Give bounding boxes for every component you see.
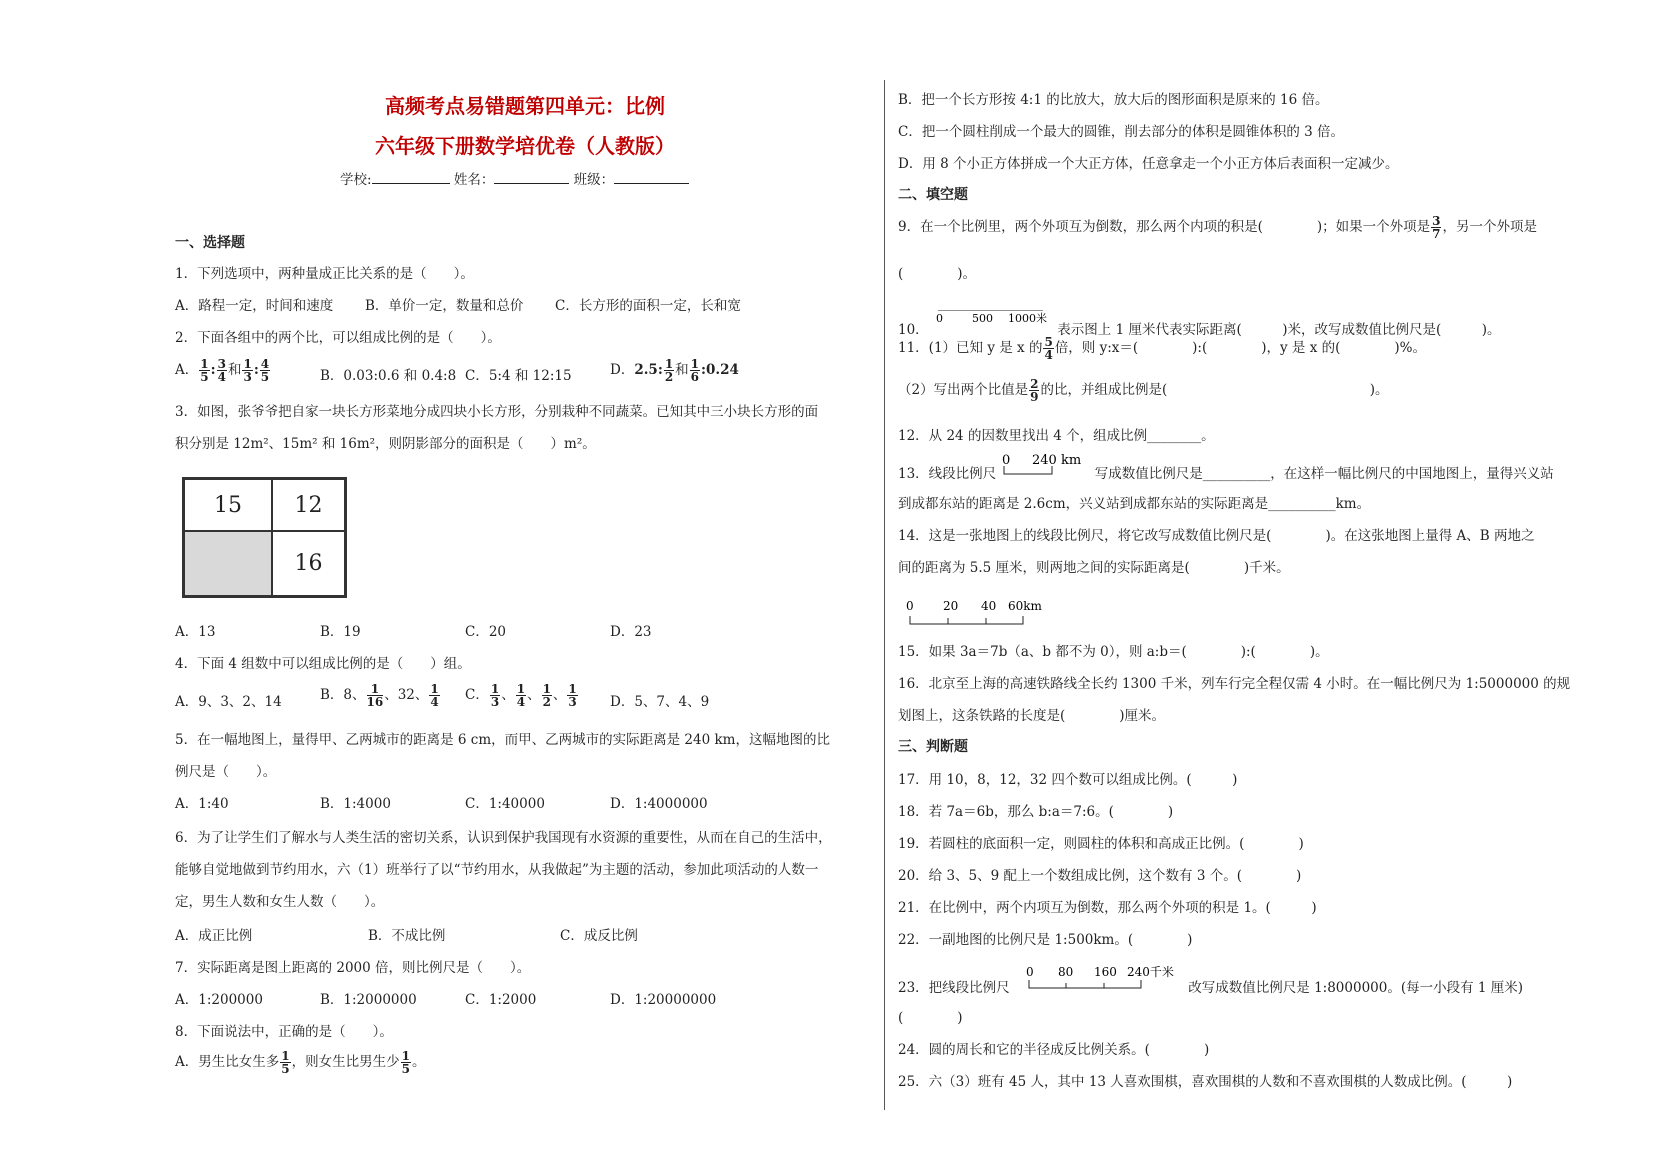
svg-text:60km: 60km [1008, 599, 1042, 613]
q6-option-b[interactable]: B．不成比例 [368, 928, 446, 944]
q6-option-c[interactable]: C．成反比例 [560, 928, 638, 944]
q23-scale-bar [1014, 964, 1184, 998]
q3-option-a[interactable]: A．13 [175, 624, 216, 640]
class-label: 班级： [573, 172, 615, 188]
q4-option-c[interactable]: C． $\frac{1}{3}$ 、 $\frac{1}{4}$ 、 $\frac{1}{2}$ 、 $\frac{1}{3}$ [465, 682, 577, 709]
field-cell: 15 [184, 479, 272, 531]
q13-line2: 到成都东站的距离是 2.6cm，兴义站到成都东站的实际距离是__________km。 [898, 496, 1371, 512]
q22-line: 22．一副地图的比例尺是 1:500km。( ) [898, 932, 1193, 948]
q7-option-d[interactable]: D．1:20000000 [610, 992, 717, 1008]
q4-option-a[interactable]: A．9、3、2、14 [175, 694, 282, 710]
svg-text:240 km: 240 km [1032, 453, 1082, 468]
q2-option-a[interactable]: A． $\frac{1}{5}$ : $\frac{3}{4}$ 和 $\frac{1}{3}$ : $\frac{4}{5}$ [175, 357, 270, 384]
q2-option-c[interactable]: C．5:4 和 12:15 [465, 368, 572, 384]
q3-option-d[interactable]: D．23 [610, 624, 652, 640]
svg-text:160: 160 [1093, 965, 1117, 979]
fraction: $\frac{2}{9}$ [1030, 377, 1039, 404]
svg-text:500: 500 [971, 312, 993, 325]
q3-stem-line1: 3．如图，张爷爷把自家一块长方形菜地分成四块小长方形，分别栽种不同蔬菜。已知其中三小块长方形的面 [175, 404, 819, 420]
svg-text:0: 0 [935, 312, 943, 325]
q23-line1: 23．把线段比例尺 0 80 160 240千米 改写成数值比例尺是 1:8000000。(每一小段有 1 厘米) [898, 965, 1524, 996]
q2-option-b[interactable]: B．0.03:0.6 和 0.4:8 [320, 368, 457, 384]
fraction: $\frac{3}{4}$ [217, 357, 226, 384]
q11-line1: 11．(1）已知 y 是 x 的 $\frac{5}{4}$ 倍，则 y:x＝( ):( )，y 是 x 的( )%。 [898, 335, 1426, 362]
fraction: $\frac{3}{7}$ [1432, 214, 1441, 241]
fraction: $\frac{1}{2}$ [664, 357, 674, 384]
q4-option-d[interactable]: D．5、7、4、9 [610, 694, 710, 710]
class-blank[interactable] [614, 169, 689, 184]
q6-stem-line1: 6．为了让学生们了解水与人类生活的密切关系，认识到保护我国现有水资源的重要性，从而在自己的生活中， [175, 830, 832, 846]
q1-option-a[interactable]: A．路程一定，时间和速度 [175, 298, 334, 314]
q17-line: 17．用 10，8，12，32 四个数可以组成比例。( ) [898, 772, 1238, 788]
section-judge: 三、判断题 [898, 739, 968, 755]
svg-text:40: 40 [981, 599, 997, 613]
q5-option-b[interactable]: B．1:4000 [320, 796, 391, 812]
q20-line: 20．给 3、5、9 配上一个数组成比例，这个数有 3 个。( ) [898, 868, 1302, 884]
q15-line: 15．如果 3a＝7b（a、b 都不为 0），则 a:b＝( ):( )。 [898, 644, 1329, 660]
title-grade: 六年级下册数学培优卷（人教版） [375, 134, 675, 158]
section-choice: 一、选择题 [175, 235, 245, 251]
q23-line2: ( ) [898, 1010, 963, 1026]
q3-stem-line2: 积分别是 12m²、15m² 和 16m²，则阴影部分的面积是（ ）m²。 [175, 436, 596, 452]
q7-option-c[interactable]: C．1:2000 [465, 992, 537, 1008]
fraction: $\frac{1}{4}$ [430, 682, 439, 709]
fraction: $\frac{1}{3}$ [243, 357, 252, 384]
fraction: $\frac{1}{6}$ [690, 357, 700, 384]
q8-option-d[interactable]: D．用 8 个小正方体拼成一个大正方体，任意拿走一个小正方体后表面积一定减少。 [898, 156, 1399, 172]
svg-text:1000米: 1000米 [1007, 312, 1047, 325]
svg-text:0: 0 [1025, 965, 1034, 979]
q25-line: 25．六（3）班有 45 人，其中 13 人喜欢围棋，喜欢围棋的人数和不喜欢围棋的人数成比例。( ) [898, 1074, 1513, 1090]
school-blank[interactable] [372, 169, 450, 184]
q12-line: 12．从 24 的因数里找出 4 个，组成比例________。 [898, 428, 1215, 444]
q8-option-b[interactable]: B．把一个长方形按 4:1 的比放大，放大后的图形面积是原来的 16 倍。 [898, 92, 1329, 108]
svg-text:240千米: 240千米 [1126, 965, 1174, 979]
fraction: $\frac{1}{2}$ [542, 682, 551, 709]
fraction: $\frac{5}{4}$ [1044, 335, 1053, 362]
q2-a-prefix: A． [175, 362, 199, 378]
fraction: $\frac{1}{5}$ [401, 1049, 410, 1076]
svg-text:0: 0 [906, 599, 914, 613]
svg-text:20: 20 [943, 599, 959, 613]
q18-line: 18．若 7a＝6b，那么 b:a＝7:6。( ) [898, 804, 1174, 820]
name-blank[interactable] [494, 169, 569, 184]
q7-stem: 7．实际距离是图上距离的 2000 倍，则比例尺是（ ）。 [175, 960, 531, 976]
q9-line2: ( )。 [898, 266, 977, 282]
q16-line1: 16．北京至上海的高速铁路线全长约 1300 千米，列车行完全程仅需 4 小时。在一幅比例尺为 1:5000000 的规 [898, 676, 1571, 692]
q6-stem-line3: 定，男生人数和女生人数（ ）。 [175, 894, 385, 910]
title-unit: 高频考点易错题第四单元：比例 [385, 94, 665, 118]
q4-option-b[interactable]: B．8、 $\frac{1}{16}$ 、32、 $\frac{1}{4}$ [320, 682, 439, 709]
student-info-line [340, 168, 689, 188]
q2-option-d[interactable]: D．2.5: $\frac{1}{2}$ 和 $\frac{1}{6}$ :0.24 [610, 357, 739, 384]
q8-stem: 8．下面说法中，正确的是（ ）。 [175, 1024, 393, 1040]
field-cell: 12 [272, 479, 345, 531]
fraction: $\frac{1}{4}$ [516, 682, 526, 709]
q3-field-diagram [182, 477, 347, 598]
svg-text:0: 0 [1002, 453, 1011, 468]
field-cell: 16 [272, 531, 345, 596]
column-divider [884, 80, 885, 1110]
q4-stem: 4．下面 4 组数中可以组成比例的是（ ）组。 [175, 656, 471, 672]
q5-option-a[interactable]: A．1:40 [175, 796, 229, 812]
q7-option-b[interactable]: B．1:2000000 [320, 992, 417, 1008]
q24-line: 24．圆的周长和它的半径成反比例关系。( ) [898, 1042, 1210, 1058]
q13-scale-bar [1000, 452, 1090, 482]
svg-text:80: 80 [1057, 965, 1074, 979]
school-label: 学校: [340, 172, 372, 188]
q11-line2: （2）写出两个比值是 $\frac{2}{9}$ 的比，并组成比例是( )。 [898, 377, 1389, 404]
q3-option-c[interactable]: C．20 [465, 624, 507, 640]
q14-line2: 间的距离为 5.5 厘米，则两地之间的实际距离是( )千米。 [898, 560, 1290, 576]
q5-option-d[interactable]: D．1:4000000 [610, 796, 708, 812]
q5-option-c[interactable]: C．1:40000 [465, 796, 545, 812]
q14-scale-bar [903, 596, 1053, 630]
fraction: $\frac{1}{5}$ [281, 1049, 290, 1076]
q2-stem: 2．下面各组中的两个比，可以组成比例的是（ ）。 [175, 330, 501, 346]
q8-option-a[interactable]: A．男生比女生多 $\frac{1}{5}$ ，则女生比男生少 $\frac{1}{5}$ 。 [175, 1049, 426, 1076]
fraction: $\frac{4}{5}$ [260, 357, 270, 384]
q3-option-b[interactable]: B．19 [320, 624, 361, 640]
name-label: 姓名： [453, 172, 495, 188]
fraction: $\frac{1}{16}$ [366, 682, 384, 709]
q14-line1: 14．这是一张地图上的线段比例尺，将它改写成数值比例尺是( )。在这张地图上量得 A、B 两地之 [898, 528, 1535, 544]
q8-option-c[interactable]: C．把一个圆柱削成一个最大的圆锥，削去部分的体积是圆锥体积的 3 倍。 [898, 124, 1345, 140]
q19-line: 19．若圆柱的底面积一定，则圆柱的体积和高成正比例。( ) [898, 836, 1304, 852]
q9-line1: 9．在一个比例里，两个外项互为倒数，那么两个内项的积是( )；如果一个外项是 $\frac{3}{7}$ ，另一个外项是 [898, 214, 1537, 241]
q21-line: 21．在比例中，两个内项互为倒数，那么两个外项的积是 1。( ) [898, 900, 1317, 916]
fraction: $\frac{1}{5}$ [200, 357, 209, 384]
q1-option-c[interactable]: C．长方形的面积一定，长和宽 [555, 298, 741, 314]
field-cell-shaded [184, 531, 272, 596]
q7-option-a[interactable]: A．1:200000 [175, 992, 263, 1008]
q6-stem-line2: 能够自觉地做到节约用水，六（1）班举行了以“节约用水，从我做起”为主题的活动，参加此项活动的人数一 [175, 862, 819, 878]
q10-line: 10． 0 500 1000米 表示图上 1 厘米代表实际距离( )米，改写成数值比例尺是( )。 [898, 312, 1501, 338]
q5-stem-line1: 5．在一幅地图上，量得甲、乙两城市的距离是 6 cm，而甲、乙两城市的实际距离是 240 km，这幅地图的比 [175, 732, 830, 748]
q16-line2: 划图上，这条铁路的长度是( )厘米。 [898, 708, 1166, 724]
fraction: $\frac{1}{3}$ [568, 682, 577, 709]
q1-stem: 1．下列选项中，两种量成正比关系的是（ ）。 [175, 266, 474, 282]
q13-line1: 13．线段比例尺 0 240 km 写成数值比例尺是__________，在这样一幅比例尺的中国地图上，量得兴义站 [898, 453, 1554, 482]
q5-stem-line2: 例尺是（ ）。 [175, 764, 277, 780]
section-fill: 二、填空题 [898, 187, 968, 203]
fraction: $\frac{1}{3}$ [490, 682, 500, 709]
q6-option-a[interactable]: A．成正比例 [175, 928, 253, 944]
q1-option-b[interactable]: B．单价一定，数量和总价 [365, 298, 524, 314]
